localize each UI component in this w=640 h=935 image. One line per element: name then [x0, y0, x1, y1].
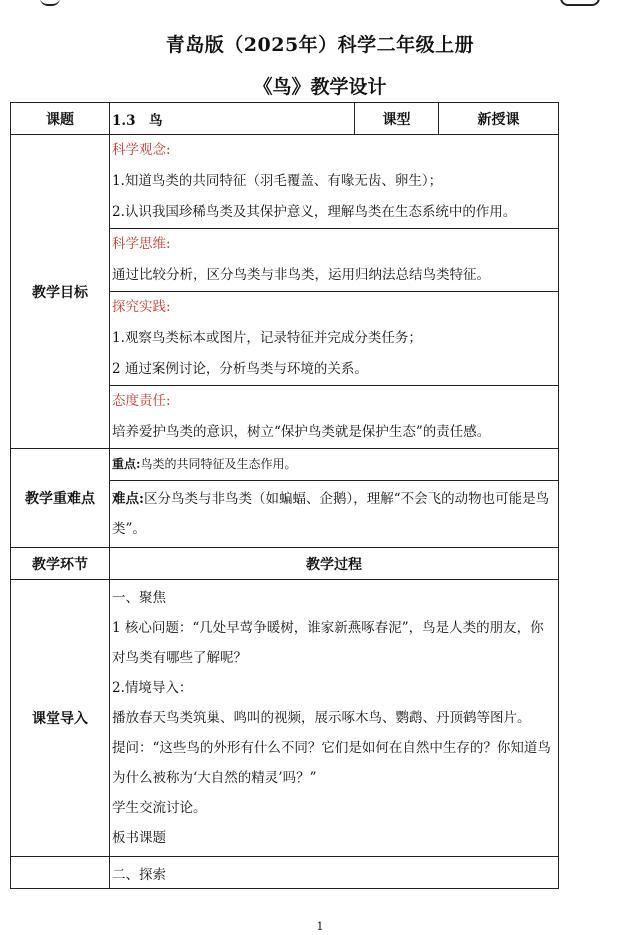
document-title: 青岛版（2025年）科学二年级上册: [165, 34, 475, 56]
objective-heading-concept: 科学观念:: [112, 142, 171, 158]
stage-column-header: 教学环节: [11, 548, 110, 580]
topic-label: 课题: [11, 103, 110, 135]
intro-line: 一、聚焦: [112, 590, 166, 606]
key-points-label: 教学重难点: [11, 449, 110, 548]
intro-row: [11, 580, 559, 857]
difficult-point-prefix: 难点:: [112, 491, 144, 507]
key-point-text: 鸟类的共同特征及生态作用。: [140, 457, 297, 471]
intro-line: 板书课题: [112, 830, 166, 846]
lesson-plan-table: [10, 102, 559, 889]
topic-row: [11, 103, 559, 135]
objective-line: 培养爱护鸟类的意识，树立“保护鸟类就是保护生态”的责任感。: [112, 424, 491, 440]
difficult-point-text: 区分鸟类与非鸟类（如蝙蝠、企鹅），理解“不会飞的动物也可能是鸟类”。: [112, 491, 550, 537]
key-point-prefix: 重点:: [112, 457, 141, 471]
intro-label: 课堂导入: [11, 580, 110, 857]
explore-first-line: 二、探索: [110, 857, 559, 889]
objectives-content: [110, 135, 559, 449]
process-header-row: [11, 548, 559, 580]
intro-line: 学生交流讨论。: [112, 800, 207, 816]
objective-heading-practice: 探究实践:: [110, 291, 558, 323]
topic-value: 1.3 鸟: [110, 103, 355, 135]
lesson-type-label: 课型: [355, 103, 439, 135]
objective-line: 1.观察鸟类标本或图片，记录特征并完成分类任务；: [112, 330, 422, 346]
objectives-row: [11, 135, 559, 449]
top-edge-decoration: [0, 0, 640, 8]
process-column-header: 教学过程: [110, 548, 559, 580]
page-number: 1: [316, 920, 324, 933]
intro-line: 1 核心问题：“几处早莺争暖树，谁家新燕啄春泥”，鸟是人类的朋友，你对鸟类有哪些了解呢？: [112, 620, 544, 666]
explore-label: [11, 857, 110, 889]
objective-line: 2 通过案例讨论，分析鸟类与环境的关系。: [112, 361, 368, 377]
key-points-content: [110, 449, 559, 548]
objective-line: 2.认识我国珍稀鸟类及其保护意义，理解鸟类在生态系统中的作用。: [112, 204, 517, 220]
difficult-point-line: [110, 480, 558, 547]
key-points-row: [11, 449, 559, 548]
right-edge-mark: [560, 0, 600, 6]
objective-heading-thinking: 科学思维:: [110, 228, 558, 260]
intro-content: [110, 580, 559, 857]
objectives-label: 教学目标: [11, 135, 110, 449]
key-point-line: [110, 449, 558, 480]
left-edge-mark: [40, 0, 60, 6]
objective-line: 1.知道鸟类的共同特征（羽毛覆盖、有喙无齿、卵生）；: [112, 173, 443, 189]
intro-line: 2.情境导入：: [112, 680, 193, 696]
lesson-type-value: 新授课: [439, 103, 559, 135]
intro-line: 提问：“这些鸟的外形有什么不同？它们是如何在自然中生存的？你知道鸟为什么被称为‘大自然的精灵’吗？”: [112, 740, 551, 786]
intro-line: 播放春天鸟类筑巢、鸣叫的视频，展示啄木鸟、鹦鹉、丹顶鹤等图片。: [112, 710, 531, 726]
document-subtitle: 《鸟》教学设计: [253, 76, 387, 98]
explore-row: [11, 857, 559, 889]
objective-line: 通过比较分析，区分鸟类与非鸟类，运用归纳法总结鸟类特征。: [112, 267, 490, 283]
objective-heading-attitude: 态度责任:: [110, 385, 558, 417]
